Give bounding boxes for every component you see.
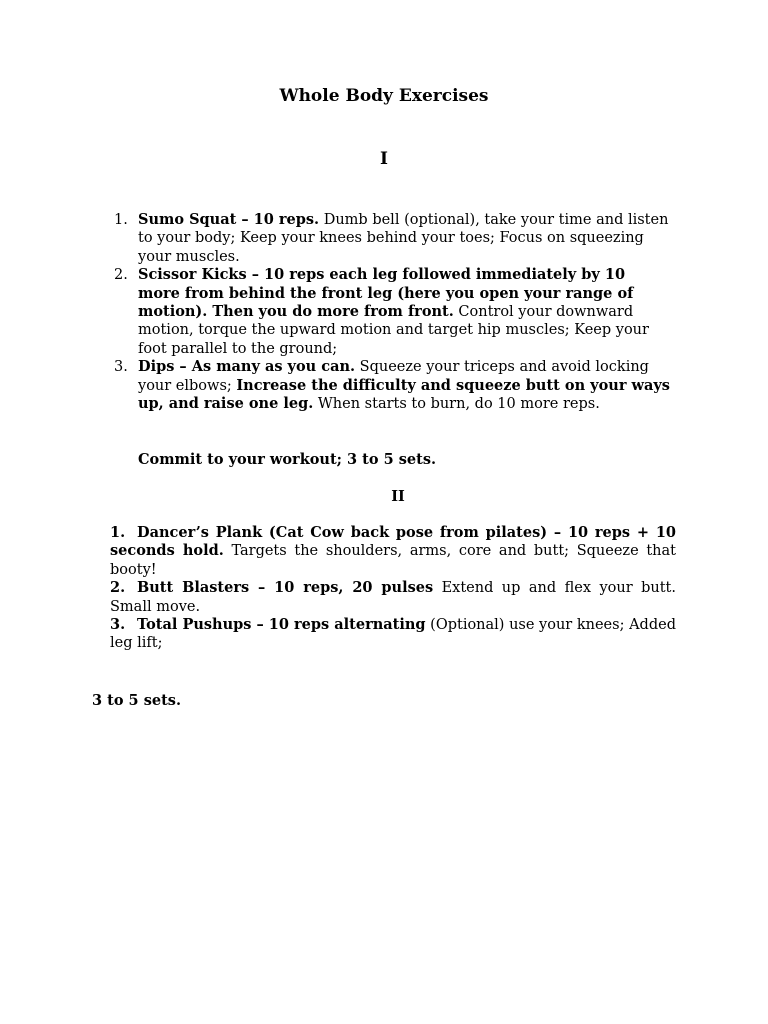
item-number: 2. xyxy=(110,579,126,597)
item-text: Dumb bell (optional), take your time and listen to your body; Keep your knees behind your toes; Focus on squeezing your muscles. xyxy=(138,212,669,265)
item-bold-lead: Dips – As many as you can. xyxy=(138,358,356,376)
item-text-end: When starts to burn, do 10 more reps. xyxy=(313,396,600,413)
section-1-item-3 xyxy=(114,358,670,413)
item-bold-lead: Sumo Squat – 10 reps. xyxy=(138,211,320,228)
section-1-item-1 xyxy=(114,211,670,266)
item-number: 2. xyxy=(114,267,128,284)
item-number: 3. xyxy=(114,359,128,376)
item-number: 3. xyxy=(110,616,126,634)
section-2-item-3 xyxy=(110,616,676,653)
section-2-item-1 xyxy=(110,524,676,579)
item-bold-mid: Increase the difficulty and squeeze butt on your ways up, and raise one leg. xyxy=(138,376,670,413)
section-1-item-2 xyxy=(114,266,670,358)
section-1-closing: Commit to your workout; 3 to 5 sets. xyxy=(138,451,437,468)
item-text: Extend up and flex your butt. Small move. xyxy=(110,580,676,615)
item-bold-lead: Dancer’s Plank (Cat Cow back pose from pilates) – 10 reps + 10 seconds hold. xyxy=(110,524,676,560)
section-1-list xyxy=(114,211,670,413)
section-2-item-2 xyxy=(110,579,676,616)
section-2-list xyxy=(110,524,676,653)
section-1-heading: I xyxy=(380,149,388,169)
item-text: Squeeze your triceps and avoid locking your elbows; xyxy=(138,359,649,394)
document-title: Whole Body Exercises xyxy=(279,86,489,106)
item-number: 1. xyxy=(114,212,128,228)
item-number: 1. xyxy=(110,524,126,541)
section-2-heading: II xyxy=(391,488,405,505)
item-bold-lead: Scissor Kicks – 10 reps each leg followed immediately by 10 more from behind the front leg (here you open your range of motion). Then you do more from front. xyxy=(138,266,634,321)
item-text: Targets the shoulders, arms, core and butt; Squeeze that booty! xyxy=(110,543,676,578)
footer-sets: 3 to 5 sets. xyxy=(92,692,181,709)
item-text: Control your downward motion, torque the upward motion and target hip muscles; Keep your foot parallel to the ground; xyxy=(138,304,649,357)
item-bold-lead: Butt Blasters – 10 reps, 20 pulses xyxy=(137,579,434,597)
item-text: (Optional) use your knees; Added leg lift; xyxy=(110,617,676,652)
item-bold-lead: Total Pushups – 10 reps alternating xyxy=(137,616,426,634)
